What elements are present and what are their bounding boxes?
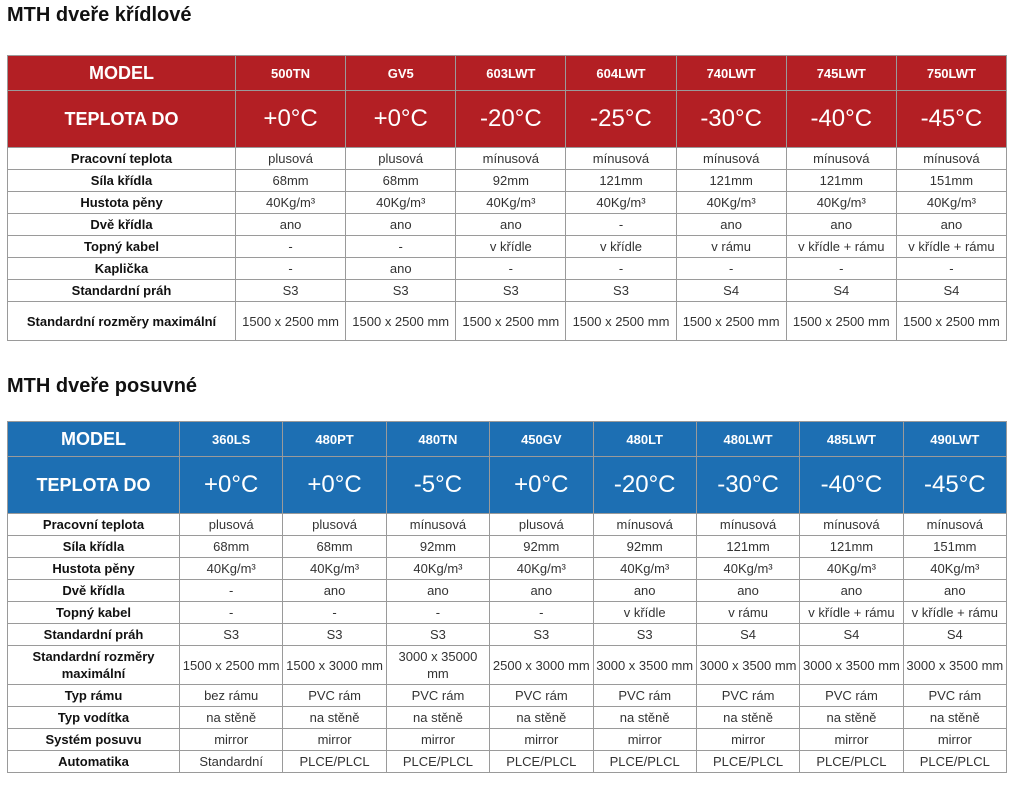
temperature-value: +0°C <box>346 91 456 148</box>
table-cell: S4 <box>896 280 1006 302</box>
temperature-value: -25°C <box>566 91 676 148</box>
table-cell: 121mm <box>676 170 786 192</box>
table-cell: S3 <box>386 624 489 646</box>
table-cell: mínusová <box>676 148 786 170</box>
table-cell: Standardní <box>180 751 283 773</box>
model-name: 480LT <box>593 422 696 457</box>
table-cell: plusová <box>490 514 593 536</box>
temperature-value: -45°C <box>903 457 1006 514</box>
table-cell: PLCE/PLCL <box>696 751 799 773</box>
table-cell: PVC rám <box>490 685 593 707</box>
table-cell: plusová <box>346 148 456 170</box>
table-cell: 1500 x 2500 mm <box>236 302 346 341</box>
model-name: 500TN <box>236 56 346 91</box>
table-cell: 121mm <box>566 170 676 192</box>
table-cell: 40Kg/m³ <box>180 558 283 580</box>
table-cell: ano <box>346 214 456 236</box>
table-cell: mirror <box>283 729 386 751</box>
table-row <box>8 192 1007 214</box>
temperature-value: +0°C <box>236 91 346 148</box>
table-cell: - <box>456 258 566 280</box>
table-cell: - <box>490 602 593 624</box>
table-cell: 68mm <box>283 536 386 558</box>
table-cell: 3000 x 3500 mm <box>800 646 903 685</box>
table-cell: 40Kg/m³ <box>456 192 566 214</box>
table-row <box>8 170 1007 192</box>
model-name: 480LWT <box>696 422 799 457</box>
row-label: Systém posuvu <box>8 729 180 751</box>
row-label: Kaplička <box>8 258 236 280</box>
table-row <box>8 558 1007 580</box>
table-cell: 1500 x 2500 mm <box>346 302 456 341</box>
table-row <box>8 685 1007 707</box>
temperature-value: +0°C <box>490 457 593 514</box>
table-cell: S3 <box>566 280 676 302</box>
table-cell: - <box>346 236 456 258</box>
table-cell: na stěně <box>386 707 489 729</box>
table-cell: mínusová <box>786 148 896 170</box>
model-name: 480TN <box>386 422 489 457</box>
table-cell: - <box>236 258 346 280</box>
table-cell: ano <box>696 580 799 602</box>
table-cell: na stěně <box>180 707 283 729</box>
table-cell: ano <box>346 258 456 280</box>
table-cell: 40Kg/m³ <box>903 558 1006 580</box>
table-row <box>8 751 1007 773</box>
row-label: Typ rámu <box>8 685 180 707</box>
table-cell: ano <box>283 580 386 602</box>
temperature-value: -45°C <box>896 91 1006 148</box>
temperature-value: -40°C <box>786 91 896 148</box>
model-name: 360LS <box>180 422 283 457</box>
table-cell: ano <box>676 214 786 236</box>
table-cell: 40Kg/m³ <box>696 558 799 580</box>
table-cell: S3 <box>456 280 566 302</box>
table-cell: 40Kg/m³ <box>676 192 786 214</box>
table-cell: - <box>386 602 489 624</box>
table-cell: 40Kg/m³ <box>566 192 676 214</box>
table-row <box>8 602 1007 624</box>
table-cell: S4 <box>903 624 1006 646</box>
table-cell: na stěně <box>903 707 1006 729</box>
row-label: Automatika <box>8 751 180 773</box>
table-cell: v křídle + rámu <box>800 602 903 624</box>
row-label: Hustota pěny <box>8 558 180 580</box>
table-cell: mínusová <box>896 148 1006 170</box>
table-cell: mínusová <box>566 148 676 170</box>
table-cell: S3 <box>346 280 456 302</box>
table-cell: ano <box>903 580 1006 602</box>
table-cell: 121mm <box>696 536 799 558</box>
temperature-value: -40°C <box>800 457 903 514</box>
table-cell: ano <box>800 580 903 602</box>
row-label: Typ vodítka <box>8 707 180 729</box>
table-cell: 121mm <box>786 170 896 192</box>
table-cell: ano <box>236 214 346 236</box>
row-label: Standardní práh <box>8 624 180 646</box>
table-cell: PVC rám <box>593 685 696 707</box>
section-title-sliding: MTH dveře posuvné <box>7 375 198 397</box>
table-cell: S3 <box>490 624 593 646</box>
table-cell: 1500 x 2500 mm <box>456 302 566 341</box>
table-cell: PVC rám <box>903 685 1006 707</box>
table-cell: S4 <box>786 280 896 302</box>
row-label: Standardní rozměry maximální <box>8 646 180 685</box>
table-cell: ano <box>593 580 696 602</box>
table-cell: - <box>283 602 386 624</box>
table-cell: na stěně <box>283 707 386 729</box>
table-cell: PLCE/PLCL <box>800 751 903 773</box>
table-cell: mínusová <box>593 514 696 536</box>
table-cell: PLCE/PLCL <box>593 751 696 773</box>
table-cell: PVC rám <box>283 685 386 707</box>
hinged-doors-table <box>7 55 1007 341</box>
row-label: Topný kabel <box>8 236 236 258</box>
temperature-header-label: TEPLOTA DO <box>8 457 180 514</box>
row-label: Pracovní teplota <box>8 514 180 536</box>
temperature-value: +0°C <box>283 457 386 514</box>
table-cell: plusová <box>283 514 386 536</box>
table-cell: PVC rám <box>386 685 489 707</box>
table-cell: v křídle + rámu <box>896 236 1006 258</box>
table-cell: 3000 x 3500 mm <box>903 646 1006 685</box>
table-cell: - <box>180 602 283 624</box>
table-row <box>8 646 1007 685</box>
table-row <box>8 236 1007 258</box>
table-row <box>8 148 1007 170</box>
row-label: Dvě křídla <box>8 214 236 236</box>
table-cell: ano <box>490 580 593 602</box>
temperature-value: -30°C <box>696 457 799 514</box>
table-cell: ano <box>456 214 566 236</box>
table-cell: v rámu <box>676 236 786 258</box>
table-cell: v křídle <box>566 236 676 258</box>
table-cell: - <box>896 258 1006 280</box>
table-cell: na stěně <box>800 707 903 729</box>
table-cell: v křídle <box>456 236 566 258</box>
table-row <box>8 707 1007 729</box>
model-header-row <box>8 56 1007 91</box>
table-cell: S3 <box>236 280 346 302</box>
table-cell: v křídle + rámu <box>786 236 896 258</box>
table-cell: PLCE/PLCL <box>283 751 386 773</box>
table-cell: PLCE/PLCL <box>386 751 489 773</box>
table-cell: ano <box>386 580 489 602</box>
model-name: 745LWT <box>786 56 896 91</box>
table-cell: S4 <box>800 624 903 646</box>
table-cell: v křídle + rámu <box>903 602 1006 624</box>
table-cell: - <box>786 258 896 280</box>
table-cell: 40Kg/m³ <box>283 558 386 580</box>
table-row <box>8 729 1007 751</box>
table-cell: na stěně <box>490 707 593 729</box>
table-cell: 3000 x 35000 mm <box>386 646 489 685</box>
table-cell: mirror <box>800 729 903 751</box>
model-name: 750LWT <box>896 56 1006 91</box>
temperature-value: -20°C <box>456 91 566 148</box>
table-cell: PVC rám <box>696 685 799 707</box>
table-cell: mínusová <box>696 514 799 536</box>
table-cell: PLCE/PLCL <box>490 751 593 773</box>
table-cell: mirror <box>696 729 799 751</box>
table-cell: PVC rám <box>800 685 903 707</box>
table-cell: na stěně <box>593 707 696 729</box>
table-row <box>8 214 1007 236</box>
temperature-value: +0°C <box>180 457 283 514</box>
model-name: 485LWT <box>800 422 903 457</box>
temperature-value: -30°C <box>676 91 786 148</box>
table-row <box>8 580 1007 602</box>
table-cell: 40Kg/m³ <box>346 192 456 214</box>
table-cell: ano <box>896 214 1006 236</box>
table-cell: 1500 x 2500 mm <box>566 302 676 341</box>
model-name: 450GV <box>490 422 593 457</box>
table-cell: 1500 x 2500 mm <box>786 302 896 341</box>
table-cell: 40Kg/m³ <box>236 192 346 214</box>
table-row <box>8 280 1007 302</box>
table-cell: bez rámu <box>180 685 283 707</box>
model-header-row <box>8 422 1007 457</box>
table-cell: 40Kg/m³ <box>490 558 593 580</box>
table-cell: 3000 x 3500 mm <box>696 646 799 685</box>
model-name: 603LWT <box>456 56 566 91</box>
table-cell: S4 <box>676 280 786 302</box>
row-label: Hustota pěny <box>8 192 236 214</box>
table-cell: 3000 x 3500 mm <box>593 646 696 685</box>
table-cell: 40Kg/m³ <box>800 558 903 580</box>
model-name: 740LWT <box>676 56 786 91</box>
table-cell: mirror <box>593 729 696 751</box>
table-cell: 92mm <box>490 536 593 558</box>
model-header-label: MODEL <box>8 422 180 457</box>
table-cell: 1500 x 2500 mm <box>676 302 786 341</box>
table-cell: S4 <box>696 624 799 646</box>
table-cell: mínusová <box>800 514 903 536</box>
row-label: Pracovní teplota <box>8 148 236 170</box>
row-label: Topný kabel <box>8 602 180 624</box>
table-cell: PLCE/PLCL <box>903 751 1006 773</box>
model-name: GV5 <box>346 56 456 91</box>
table-row <box>8 536 1007 558</box>
table-cell: 68mm <box>236 170 346 192</box>
table-cell: 1500 x 2500 mm <box>180 646 283 685</box>
table-cell: - <box>566 258 676 280</box>
table-cell: mínusová <box>903 514 1006 536</box>
model-name: 604LWT <box>566 56 676 91</box>
table-row <box>8 514 1007 536</box>
temperature-value: -5°C <box>386 457 489 514</box>
table-cell: v rámu <box>696 602 799 624</box>
table-cell: mínusová <box>456 148 566 170</box>
table-cell: - <box>236 236 346 258</box>
table-cell: mirror <box>903 729 1006 751</box>
table-cell: S3 <box>593 624 696 646</box>
table-cell: 2500 x 3000 mm <box>490 646 593 685</box>
table-cell: mirror <box>180 729 283 751</box>
table-cell: v křídle <box>593 602 696 624</box>
table-cell: plusová <box>236 148 346 170</box>
table-cell: 40Kg/m³ <box>896 192 1006 214</box>
table-cell: 151mm <box>896 170 1006 192</box>
table-cell: 40Kg/m³ <box>786 192 896 214</box>
table-cell: 40Kg/m³ <box>593 558 696 580</box>
table-cell: S3 <box>283 624 386 646</box>
table-cell: - <box>180 580 283 602</box>
table-cell: S3 <box>180 624 283 646</box>
row-label: Dvě křídla <box>8 580 180 602</box>
row-label: Síla křídla <box>8 536 180 558</box>
table-row <box>8 258 1007 280</box>
table-cell: na stěně <box>696 707 799 729</box>
model-name: 490LWT <box>903 422 1006 457</box>
section-title-hinged: MTH dveře křídlové <box>7 4 192 26</box>
table-cell: 68mm <box>346 170 456 192</box>
model-header-label: MODEL <box>8 56 236 91</box>
table-cell: mínusová <box>386 514 489 536</box>
table-cell: - <box>566 214 676 236</box>
table-cell: 92mm <box>386 536 489 558</box>
row-label: Síla křídla <box>8 170 236 192</box>
table-cell: 1500 x 3000 mm <box>283 646 386 685</box>
table-cell: - <box>676 258 786 280</box>
table-cell: 1500 x 2500 mm <box>896 302 1006 341</box>
temperature-header-row <box>8 457 1007 514</box>
table-cell: ano <box>786 214 896 236</box>
table-cell: 40Kg/m³ <box>386 558 489 580</box>
model-name: 480PT <box>283 422 386 457</box>
table-cell: mirror <box>386 729 489 751</box>
row-label: Standardní rozměry maximální <box>8 302 236 341</box>
table-cell: mirror <box>490 729 593 751</box>
table-cell: 68mm <box>180 536 283 558</box>
table-row <box>8 624 1007 646</box>
table-cell: 151mm <box>903 536 1006 558</box>
sliding-doors-table <box>7 421 1007 773</box>
temperature-header-label: TEPLOTA DO <box>8 91 236 148</box>
table-cell: 92mm <box>456 170 566 192</box>
row-label: Standardní práh <box>8 280 236 302</box>
table-row <box>8 302 1007 341</box>
temperature-header-row <box>8 91 1007 148</box>
table-cell: 121mm <box>800 536 903 558</box>
temperature-value: -20°C <box>593 457 696 514</box>
table-cell: 92mm <box>593 536 696 558</box>
table-cell: plusová <box>180 514 283 536</box>
